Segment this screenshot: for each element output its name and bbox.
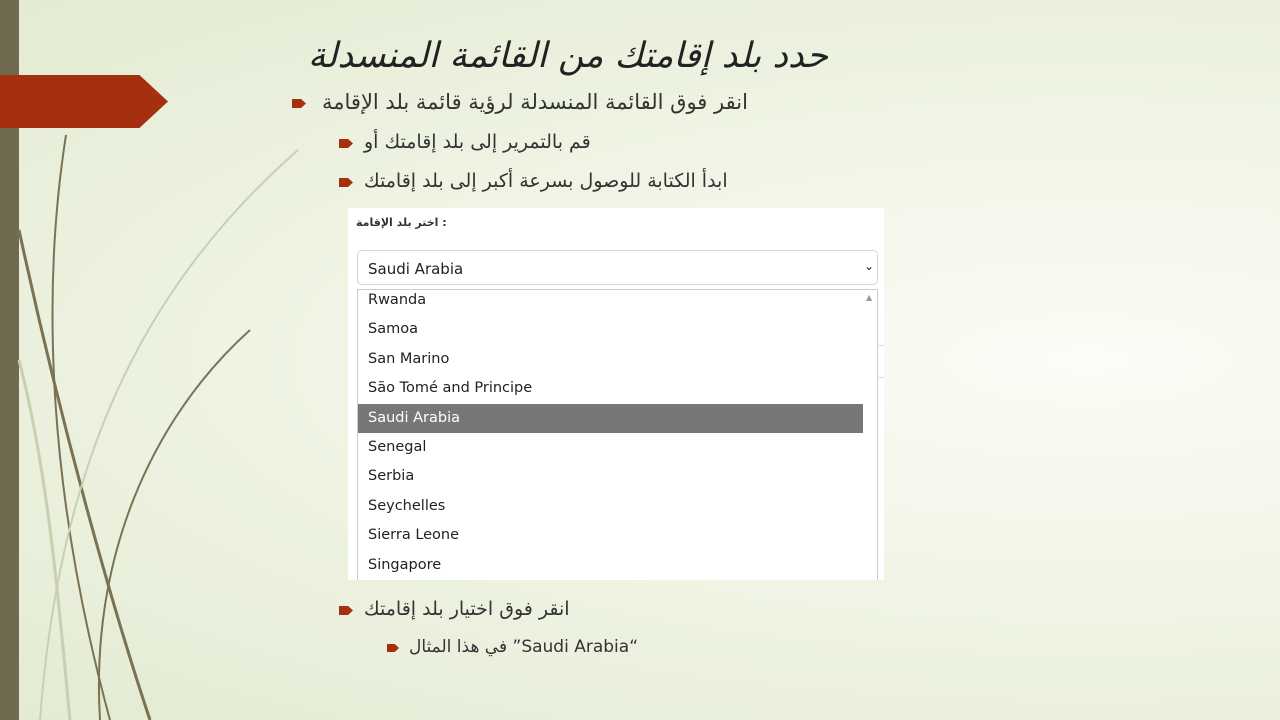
option-item[interactable]: Samoa — [368, 321, 418, 338]
bullet-text: انقر فوق القائمة المنسدلة لرؤية قائمة بلد الإقامة — [322, 90, 748, 114]
bullet-text: قم بالتمرير إلى بلد إقامتك أو — [364, 131, 591, 153]
bullet-icon — [339, 606, 353, 615]
option-item[interactable]: Serbia — [368, 468, 415, 485]
bullet-icon — [339, 178, 353, 187]
bullet-text: انقر فوق اختيار بلد إقامتك — [364, 598, 570, 620]
country-options-list[interactable] — [357, 289, 878, 580]
option-item[interactable]: Senegal — [368, 438, 427, 455]
selected-value: Saudi Arabia — [368, 260, 464, 278]
option-item[interactable]: Rwanda — [368, 292, 427, 308]
bullet-text: “Saudi Arabia” في هذا المثال — [409, 637, 639, 657]
country-select[interactable] — [357, 250, 878, 285]
option-item-selected[interactable]: Saudi Arabia — [358, 404, 865, 433]
bullet-icon — [387, 644, 399, 652]
option-item[interactable]: Sierra Leone — [368, 527, 460, 544]
chevron-down-icon: ⌄ — [863, 259, 874, 273]
option-item[interactable]: Singapore — [368, 556, 442, 573]
bullet-text: ابدأ الكتابة للوصول بسرعة أكبر إلى بلد إقامتك — [364, 170, 728, 192]
slide-title: حدد بلد إقامتك من القائمة المنسدلة — [308, 36, 828, 76]
scroll-up-icon[interactable]: ▲ — [866, 293, 873, 302]
country-dropdown-screenshot — [348, 208, 884, 580]
option-item[interactable]: San Marino — [368, 350, 450, 367]
option-item[interactable]: Seychelles — [368, 497, 446, 514]
background-edge — [878, 345, 884, 378]
title-arrow-accent — [0, 75, 168, 128]
country-label: : اختر بلد الإقامة — [356, 216, 447, 229]
scrollbar[interactable] — [863, 290, 877, 580]
option-item[interactable]: São Tomé and Principe — [368, 380, 533, 397]
bullet-icon — [339, 139, 353, 148]
